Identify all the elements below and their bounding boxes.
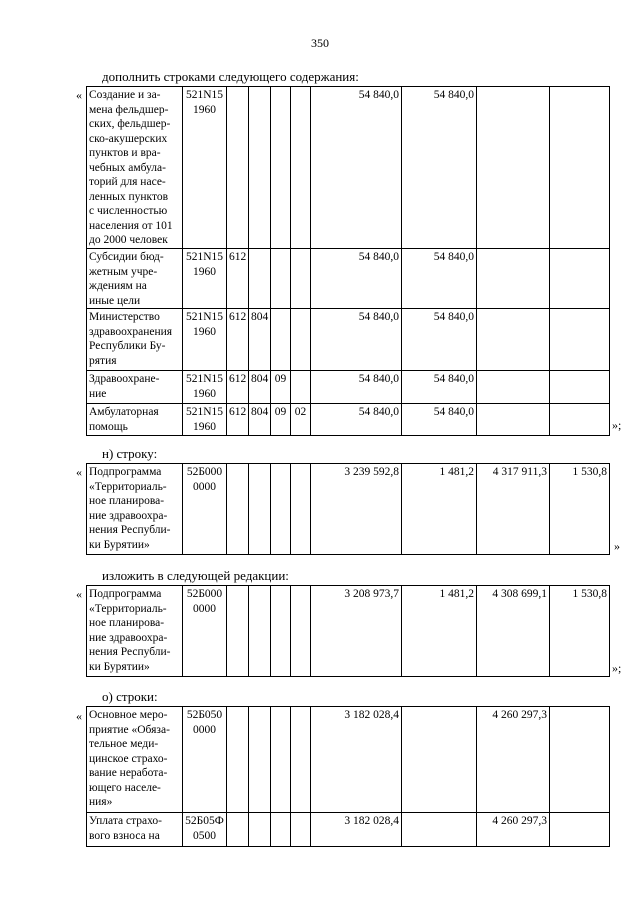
expense-type-code (227, 87, 249, 249)
budget-table-add-rows (86, 86, 610, 436)
ministry-code: 804 (249, 309, 271, 371)
amount-1: 54 840,0 (311, 87, 402, 249)
section-code: 09 (271, 371, 291, 404)
subsection-code (291, 309, 311, 371)
target-article-code: 521N15 1960 (183, 371, 227, 404)
section-code: 09 (271, 404, 291, 436)
amount-1: 54 840,0 (311, 404, 402, 436)
amount-3 (477, 309, 550, 371)
amount-3: 4 317 911,3 (477, 464, 550, 555)
intro-text-row-n: н) строку: (102, 446, 158, 461)
section-code (271, 707, 291, 813)
amount-3 (477, 404, 550, 436)
amount-1: 54 840,0 (311, 371, 402, 404)
target-article-code: 52Б000 0000 (183, 464, 227, 555)
section-code (271, 87, 291, 249)
amount-4 (550, 249, 610, 309)
row-description: Основное меро- приятие «Обяза- тельное меди- цинское страхо- вание неработа- ющего населе- ния» (87, 707, 183, 813)
amount-1: 3 239 592,8 (311, 464, 402, 555)
table-row (87, 813, 610, 847)
section-code (271, 586, 291, 677)
intro-text-new-edition: изложить в следующей редакции: (102, 568, 289, 583)
opening-quote: « (76, 587, 82, 601)
page-number: 350 (311, 36, 329, 50)
expense-type-code (227, 813, 249, 847)
subsection-code (291, 249, 311, 309)
table-row (87, 707, 610, 813)
section-code (271, 309, 291, 371)
subsection-code (291, 464, 311, 555)
amount-2: 54 840,0 (402, 309, 477, 371)
budget-table-rows-o (86, 706, 610, 847)
amount-4: 1 530,8 (550, 464, 610, 555)
amount-2: 1 481,2 (402, 586, 477, 677)
amount-3: 4 260 297,3 (477, 813, 550, 847)
row-description: Субсидии бюд- жетным учре- ждениям на иные цели (87, 249, 183, 309)
expense-type-code (227, 586, 249, 677)
section-code (271, 464, 291, 555)
ministry-code (249, 464, 271, 555)
table-row (87, 371, 610, 404)
amount-2 (402, 707, 477, 813)
row-description: Амбулаторная помощь (87, 404, 183, 436)
expense-type-code (227, 464, 249, 555)
amount-2: 1 481,2 (402, 464, 477, 555)
table-row (87, 87, 610, 249)
subsection-code (291, 371, 311, 404)
target-article-code: 52Б050 0000 (183, 707, 227, 813)
amount-2: 54 840,0 (402, 404, 477, 436)
closing-quote: »; (612, 661, 622, 675)
ministry-code: 804 (249, 371, 271, 404)
amount-3 (477, 87, 550, 249)
amount-1: 54 840,0 (311, 249, 402, 309)
row-description: Подпрограмма «Территориаль- ное планирова- ние здравоохра- нения Республи- ки Бурятии» (87, 586, 183, 677)
amount-4: 1 530,8 (550, 586, 610, 677)
row-description: Уплата страхо- вого взноса на (87, 813, 183, 847)
opening-quote: « (76, 465, 82, 479)
target-article-code: 521N15 1960 (183, 87, 227, 249)
ministry-code (249, 813, 271, 847)
amount-1: 3 182 028,4 (311, 707, 402, 813)
expense-type-code: 612 (227, 309, 249, 371)
ministry-code (249, 249, 271, 309)
amount-2: 54 840,0 (402, 371, 477, 404)
closing-quote: »; (612, 418, 622, 432)
subsection-code (291, 813, 311, 847)
table-row (87, 249, 610, 309)
expense-type-code (227, 707, 249, 813)
amount-4 (550, 707, 610, 813)
amount-3 (477, 371, 550, 404)
expense-type-code: 612 (227, 249, 249, 309)
expense-type-code: 612 (227, 404, 249, 436)
closing-quote: » (614, 539, 620, 553)
row-description: Министерство здравоохранения Республики Бу- рятия (87, 309, 183, 371)
amount-2: 54 840,0 (402, 249, 477, 309)
amount-1: 54 840,0 (311, 309, 402, 371)
opening-quote: « (76, 88, 82, 102)
intro-text-add-rows: дополнить строками следующего содержания: (102, 69, 359, 84)
ministry-code (249, 707, 271, 813)
subsection-code (291, 707, 311, 813)
ministry-code: 804 (249, 404, 271, 436)
row-description: Создание и за- мена фельдшер- ских, фельдшер- ско-акушерских пунктов и вра- чебных амбула- торий для насе- ленных пунктов с численностью населения от 101 до 2000 человек (87, 87, 183, 249)
amount-4 (550, 404, 610, 436)
amount-3: 4 308 699,1 (477, 586, 550, 677)
expense-type-code: 612 (227, 371, 249, 404)
amount-2: 54 840,0 (402, 87, 477, 249)
budget-table-new-edition (86, 585, 610, 677)
subsection-code (291, 87, 311, 249)
target-article-code: 52Б05Ф 0500 (183, 813, 227, 847)
subsection-code: 02 (291, 404, 311, 436)
target-article-code: 521N15 1960 (183, 249, 227, 309)
target-article-code: 521N15 1960 (183, 404, 227, 436)
section-code (271, 813, 291, 847)
budget-table-row-n (86, 463, 610, 555)
amount-3 (477, 249, 550, 309)
target-article-code: 52Б000 0000 (183, 586, 227, 677)
amount-1: 3 182 028,4 (311, 813, 402, 847)
opening-quote: « (76, 709, 82, 723)
ministry-code (249, 586, 271, 677)
amount-1: 3 208 973,7 (311, 586, 402, 677)
amount-2 (402, 813, 477, 847)
intro-text-rows-o: о) строки: (102, 689, 158, 704)
table-row (87, 309, 610, 371)
amount-4 (550, 813, 610, 847)
ministry-code (249, 87, 271, 249)
amount-4 (550, 309, 610, 371)
table-row (87, 464, 610, 555)
amount-4 (550, 371, 610, 404)
amount-4 (550, 87, 610, 249)
table-row (87, 404, 610, 436)
amount-3: 4 260 297,3 (477, 707, 550, 813)
target-article-code: 521N15 1960 (183, 309, 227, 371)
row-description: Подпрограмма «Территориаль- ное планирова- ние здравоохра- нения Республи- ки Бурятии» (87, 464, 183, 555)
table-row (87, 586, 610, 677)
subsection-code (291, 586, 311, 677)
section-code (271, 249, 291, 309)
row-description: Здравоохране- ние (87, 371, 183, 404)
